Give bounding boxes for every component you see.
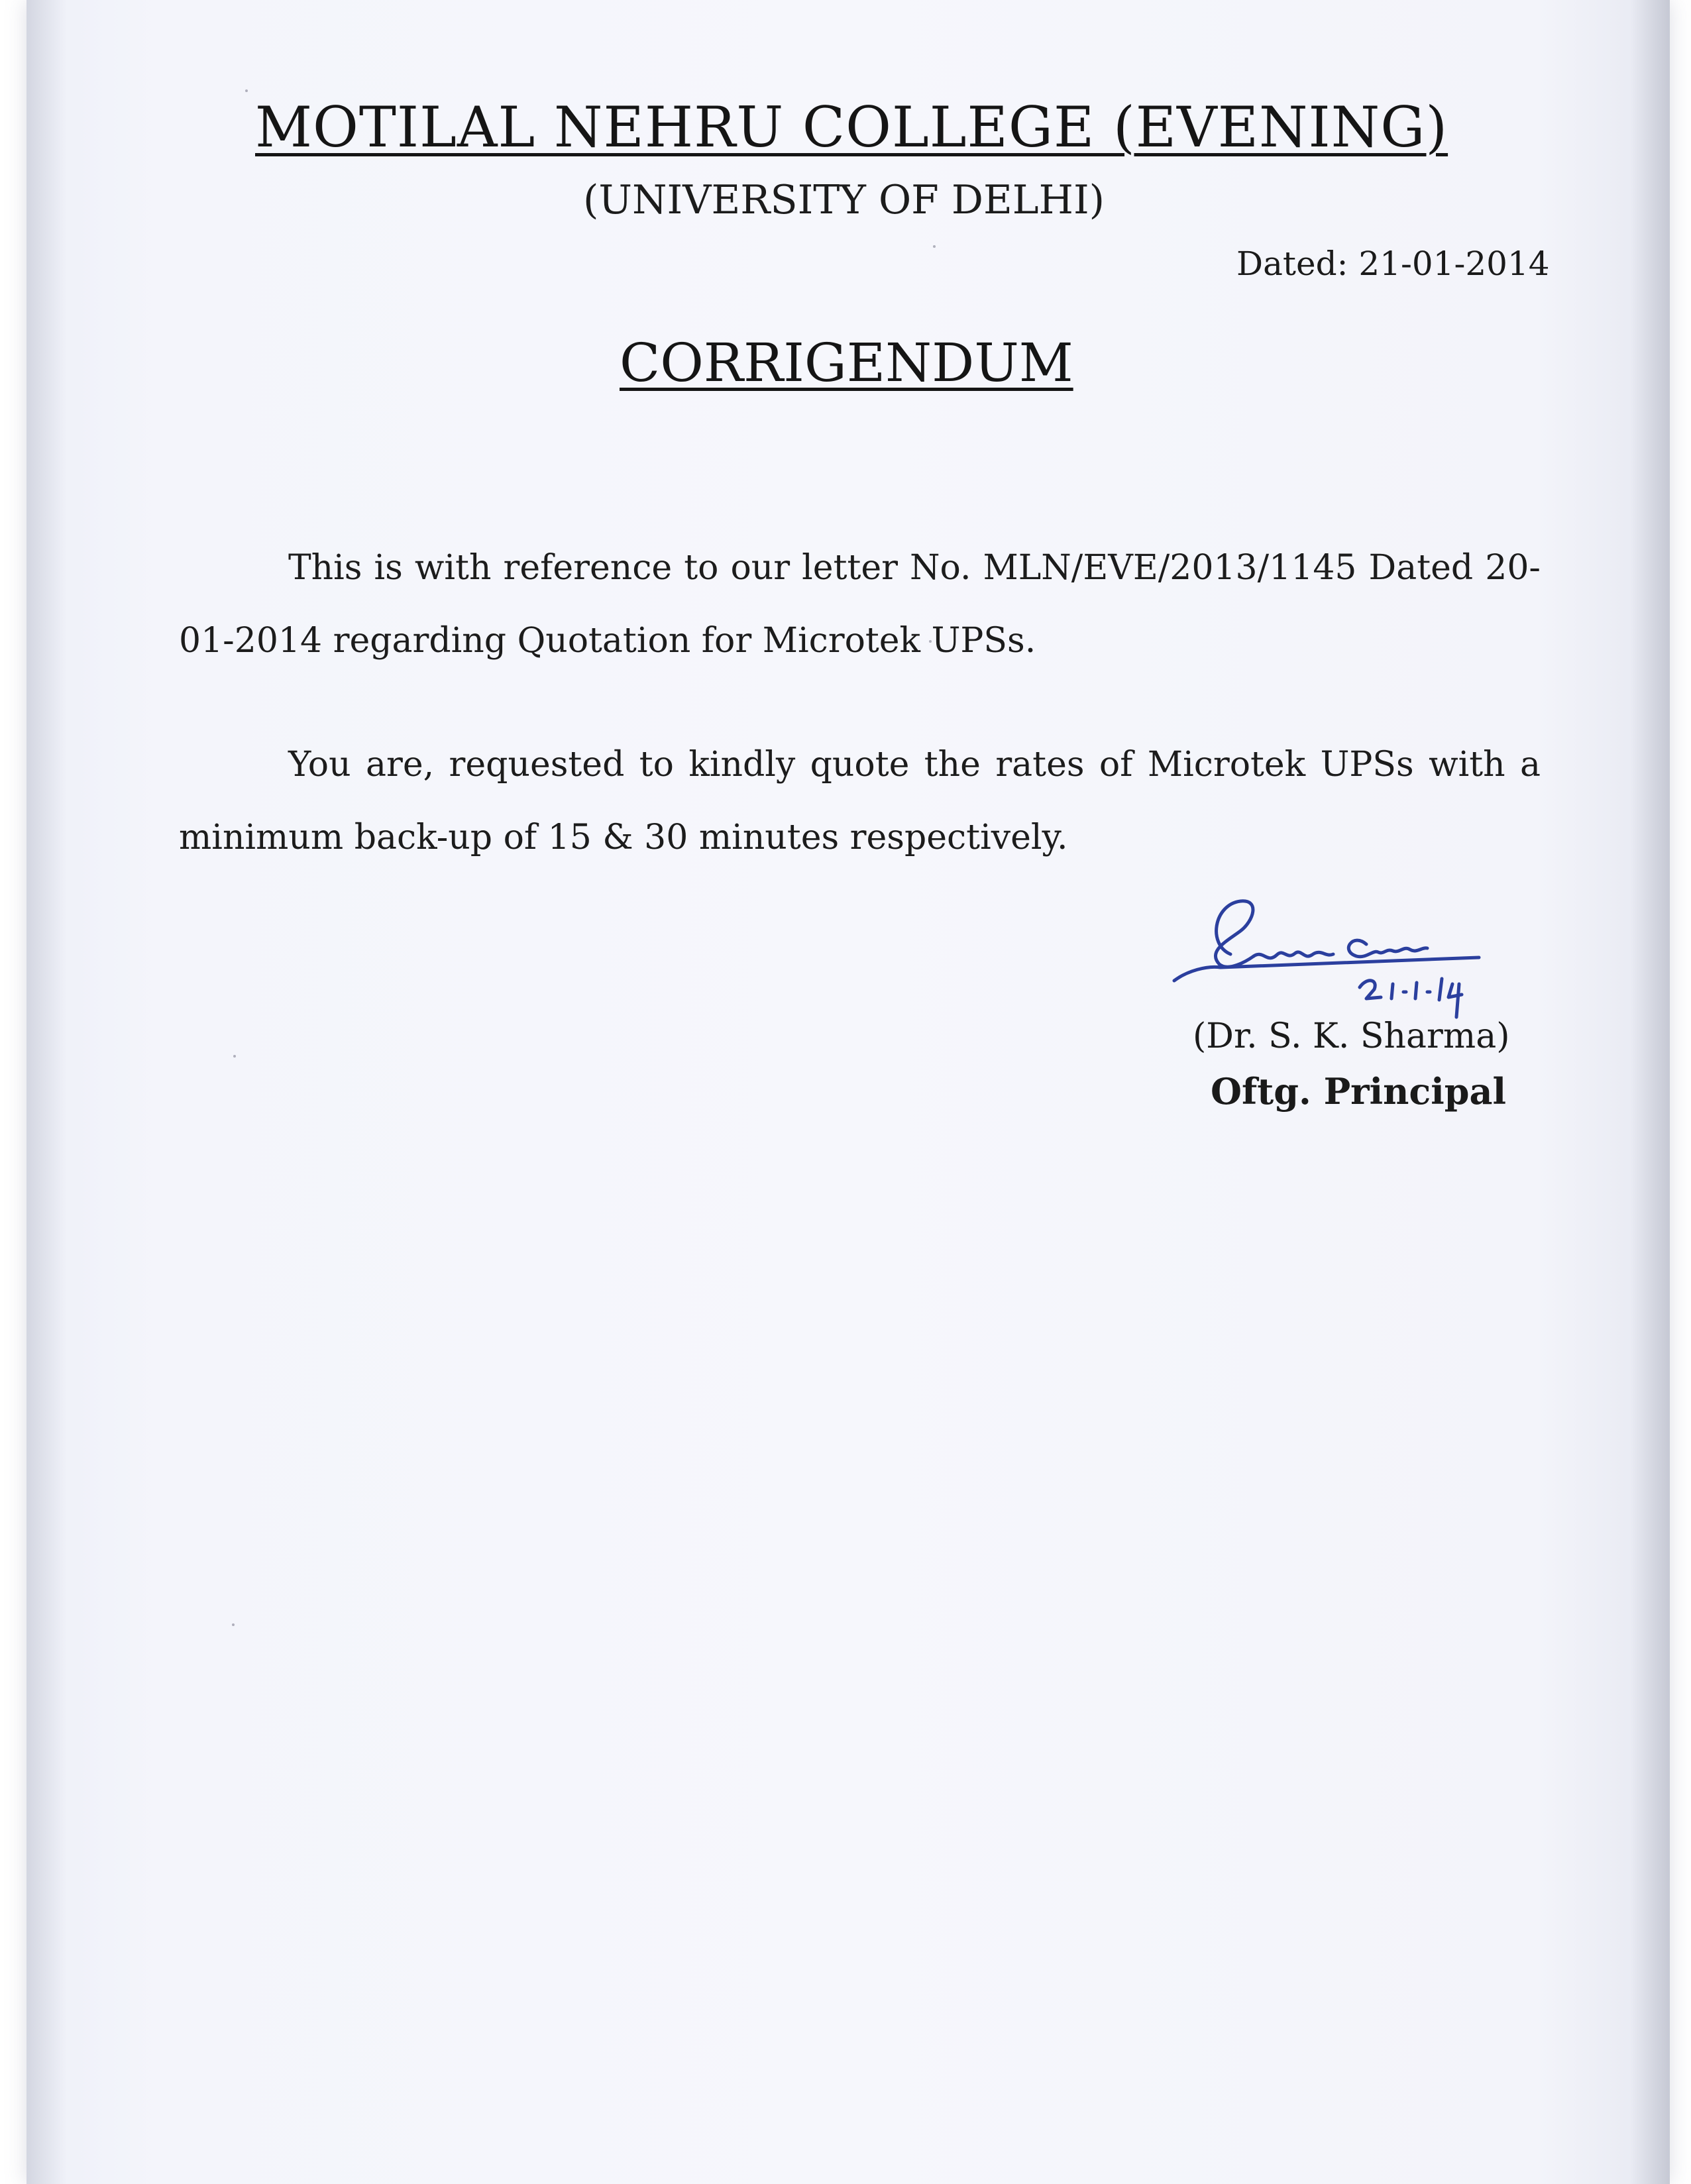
document-date: Dated: 21-01-2014 bbox=[1236, 245, 1550, 283]
paper-speck bbox=[232, 1623, 235, 1626]
paper-speck bbox=[245, 89, 248, 92]
signature-date-stroke bbox=[1360, 979, 1462, 1017]
university-subheading: (UNIVERSITY OF DELHI) bbox=[583, 177, 1105, 223]
paper-left-edge-shadow bbox=[27, 0, 66, 2184]
paper-speck bbox=[929, 640, 932, 643]
college-name-heading: MOTILAL NEHRU COLLEGE (EVENING) bbox=[255, 95, 1448, 160]
reference-paragraph: This is with reference to our letter No. MLN/EVE/2013/1145 Dated 20-01-2014 regarding Quotation for Microtek UPSs. bbox=[179, 548, 1541, 661]
paper-right-edge-shadow bbox=[1630, 0, 1670, 2184]
corrigendum-title: CORRIGENDUM bbox=[620, 332, 1073, 394]
signatory-title: Oftg. Principal bbox=[1211, 1070, 1507, 1113]
signature-second-word-stroke bbox=[1348, 940, 1427, 957]
request-paragraph: You are, requested to kindly quote the rates of Microtek UPSs with a minimum back-up of 15 & 30 minutes respectively. bbox=[179, 745, 1541, 857]
signature-underline-stroke bbox=[1174, 957, 1479, 981]
signature-body-stroke bbox=[1254, 952, 1333, 958]
handwritten-signature bbox=[1168, 891, 1512, 1024]
signature-ink bbox=[1174, 901, 1479, 1017]
paper-speck bbox=[933, 245, 936, 248]
signatory-name: (Dr. S. K. Sharma) bbox=[1193, 1016, 1510, 1056]
signature-initial-stroke bbox=[1215, 901, 1254, 967]
paper-speck bbox=[233, 1055, 236, 1058]
